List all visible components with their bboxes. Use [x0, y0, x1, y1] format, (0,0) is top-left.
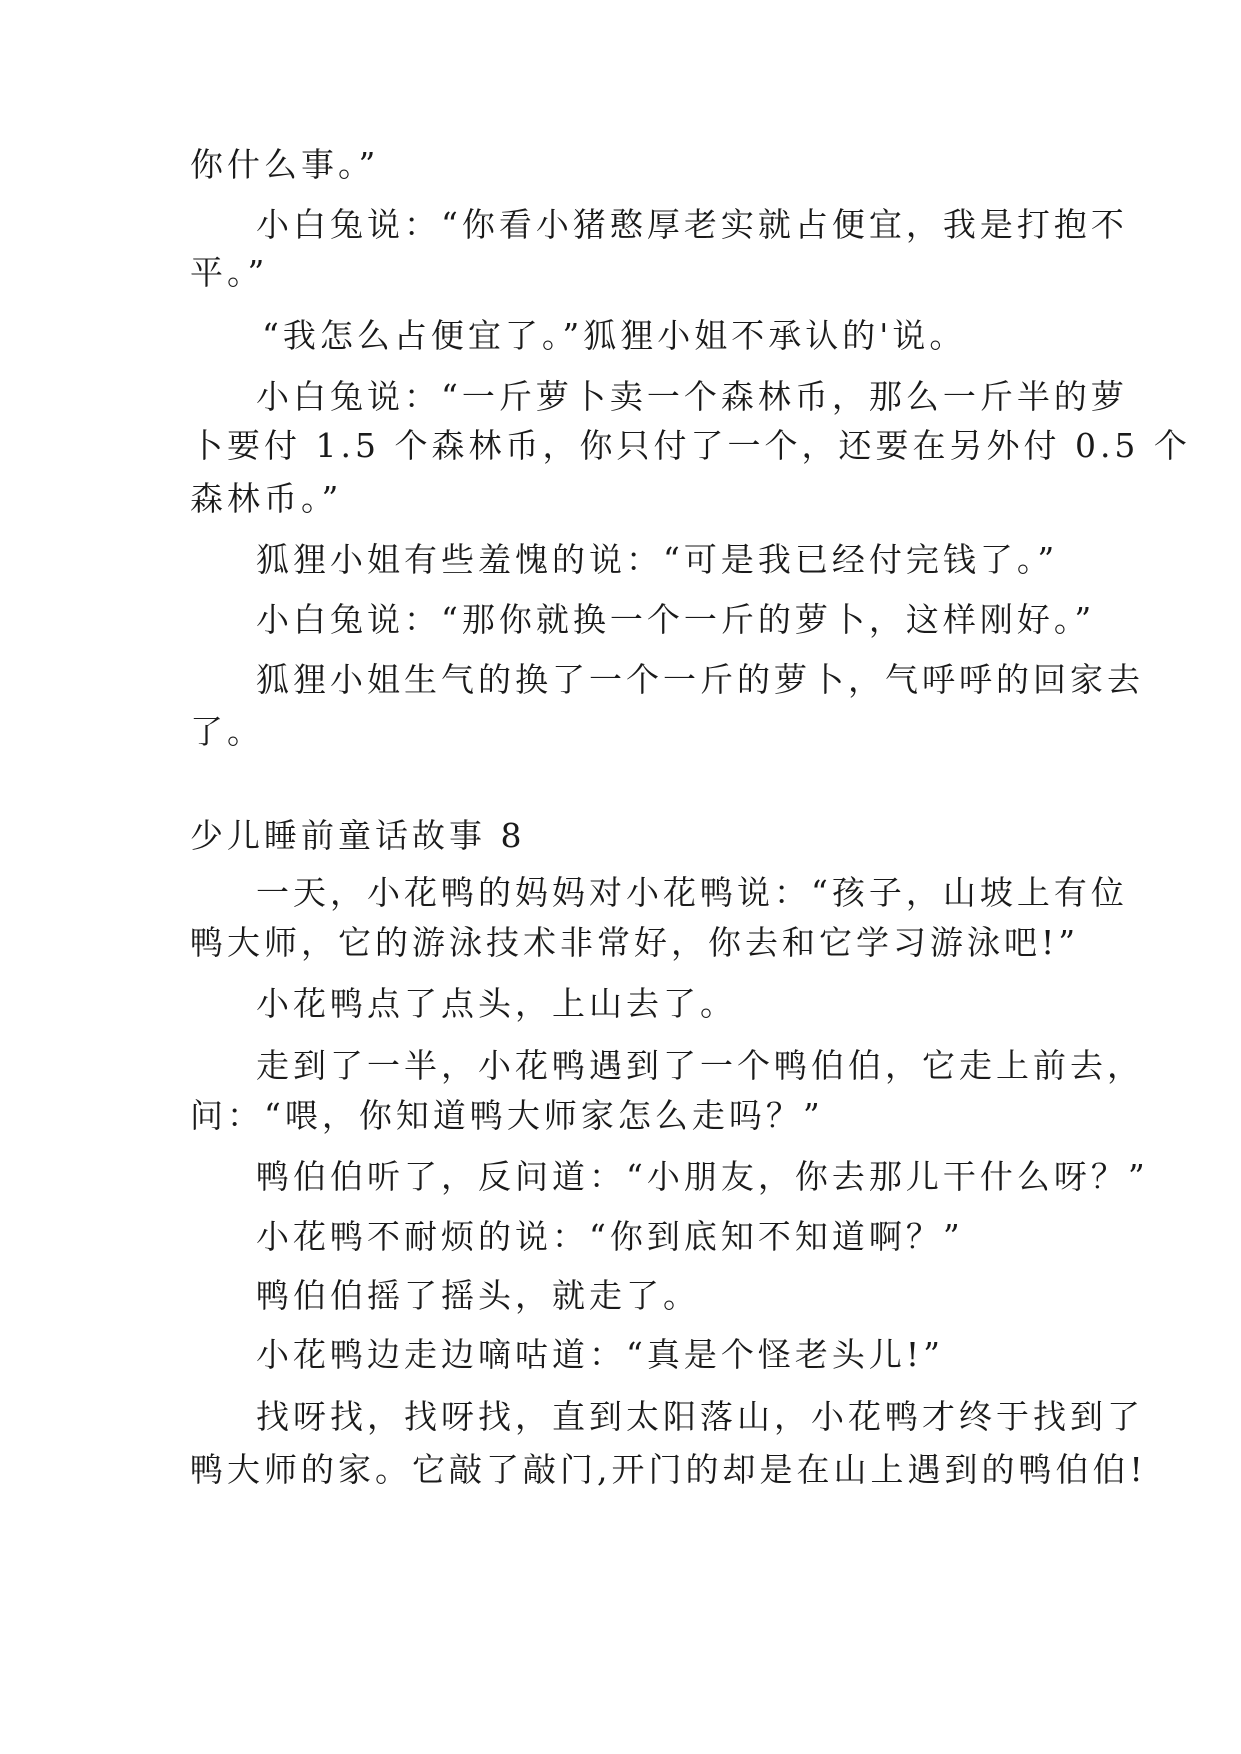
- text-line: 鸭大师，它的游泳技术非常好，你去和它学习游泳吧!”: [190, 923, 1080, 962]
- text-line: 平。”: [190, 253, 269, 292]
- text-line: 小花鸭不耐烦的说：“你到底知不知道啊？”: [256, 1217, 964, 1256]
- text-line: 卜要付 1.5 个森林币，你只付了一个，还要在另外付 0.5 个: [190, 426, 1191, 465]
- text-line: 鸭伯伯听了，反问道：“小朋友，你去那儿干什么呀？”: [256, 1157, 1149, 1196]
- text-line: 小白兔说：“你看小猪憨厚老实就占便宜，我是打抱不: [256, 205, 1128, 244]
- text-line: 找呀找，找呀找，直到太阳落山，小花鸭才终于找到了: [256, 1397, 1144, 1436]
- text-line: 森林币。”: [190, 479, 343, 518]
- text-line: 一天，小花鸭的妈妈对小花鸭说：“孩子，山坡上有位: [256, 873, 1128, 912]
- text-line: 鸭大师的家。它敲了敲门,开门的却是在山上遇到的鸭伯伯!: [190, 1450, 1147, 1489]
- text-line: 走到了一半，小花鸭遇到了一个鸭伯伯，它走上前去，: [256, 1046, 1144, 1085]
- text-line: 小白兔说：“那你就换一个一斤的萝卜，这样刚好。”: [256, 600, 1096, 639]
- text-line: 狐狸小姐生气的换了一个一斤的萝卜，气呼呼的回家去: [256, 660, 1144, 699]
- text-line: 狐狸小姐有些羞愧的说：“可是我已经付完钱了。”: [256, 540, 1059, 579]
- text-line: 小白兔说：“一斤萝卜卖一个森林币，那么一斤半的萝: [256, 377, 1128, 416]
- text-line: 了。: [190, 712, 264, 751]
- text-line: 问：“喂，你知道鸭大师家怎么走吗？”: [190, 1096, 824, 1135]
- text-line: 小花鸭边走边嘀咕道：“真是个怪老头儿!”: [256, 1335, 945, 1374]
- text-line: “我怎么占便宜了。”狐狸小姐不承认的'说。: [262, 316, 967, 355]
- text-line: 小花鸭点了点头，上山去了。: [256, 984, 737, 1023]
- text-line: 鸭伯伯摇了摇头，就走了。: [256, 1276, 700, 1315]
- text-line: 你什么事。”: [190, 145, 380, 184]
- section-heading: 少儿睡前童话故事 8: [190, 816, 526, 855]
